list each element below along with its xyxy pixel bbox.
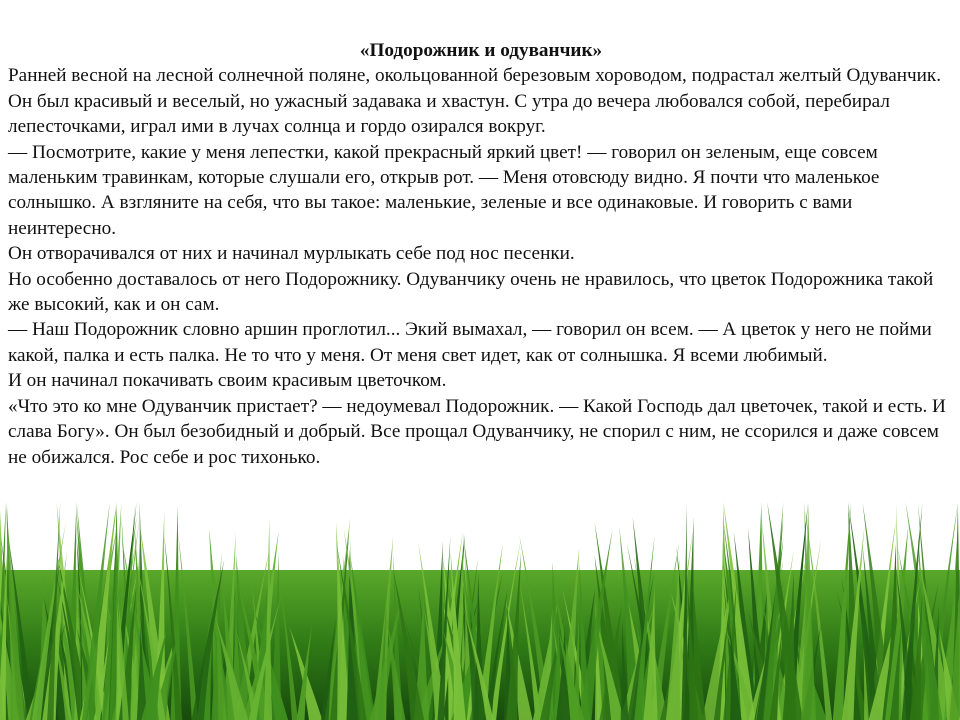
- story-paragraph: Он отворачивался от них и начинал мурлыкать себе под нос песенки.: [8, 243, 575, 265]
- story-paragraph: — Посмотрите, какие у меня лепестки, какой прекрасный яркий цвет! — говорил он зеленым, еще совсем маленьким травинкам, которые слушали его, открыв рот. — Меня отовсюду видно. Я почти что маленькое солнышко. А взгляните на себя, что вы такое: маленькие, зеленые и все одинаковые. И говорить с вами неинтересно.: [8, 141, 880, 239]
- story-paragraph: «Что это ко мне Одуванчик пристает? — недоумевал Подорожник. — Какой Господь дал цветочек, такой и есть. И слава Богу». Он был безобидный и добрый. Все прощал Одуванчику, не спорил с ним, не ссорился и даже совсем не обижался. Рос себе и рос тихонько.: [8, 395, 946, 468]
- story-paragraph: Но особенно доставалось от него Подорожнику. Одуванчику очень не нравилось, что цветок Подорожника такой же высокий, как и он сам.: [8, 268, 934, 316]
- story-paragraph: Ранней весной на лесной солнечной поляне, окольцованной березовым хороводом, подрастал желтый Одуванчик. Он был красивый и веселый, но ужасный задавака и хвастун. С утра до вечера любовался собой, перебирал лепесточками, играл ими в лучах солнца и гордо озирался вокруг.: [8, 65, 942, 138]
- story-paragraph: — Наш Подорожник словно аршин проглотил... Экий вымахал, — говорил он всем. — А цветок у него не пойми какой, палка и есть палка. Не то что у меня. От меня свет идет, как от солнышка. Я всеми любимый.: [8, 319, 932, 366]
- story-title: «Подорожник и одуванчик»: [359, 40, 603, 61]
- story-text-block: [8, 38, 954, 470]
- grass-image: [0, 500, 960, 720]
- grass-illustration: [0, 500, 960, 720]
- story-paragraph: И он начинал покачивать своим красивым цветочком.: [8, 370, 447, 392]
